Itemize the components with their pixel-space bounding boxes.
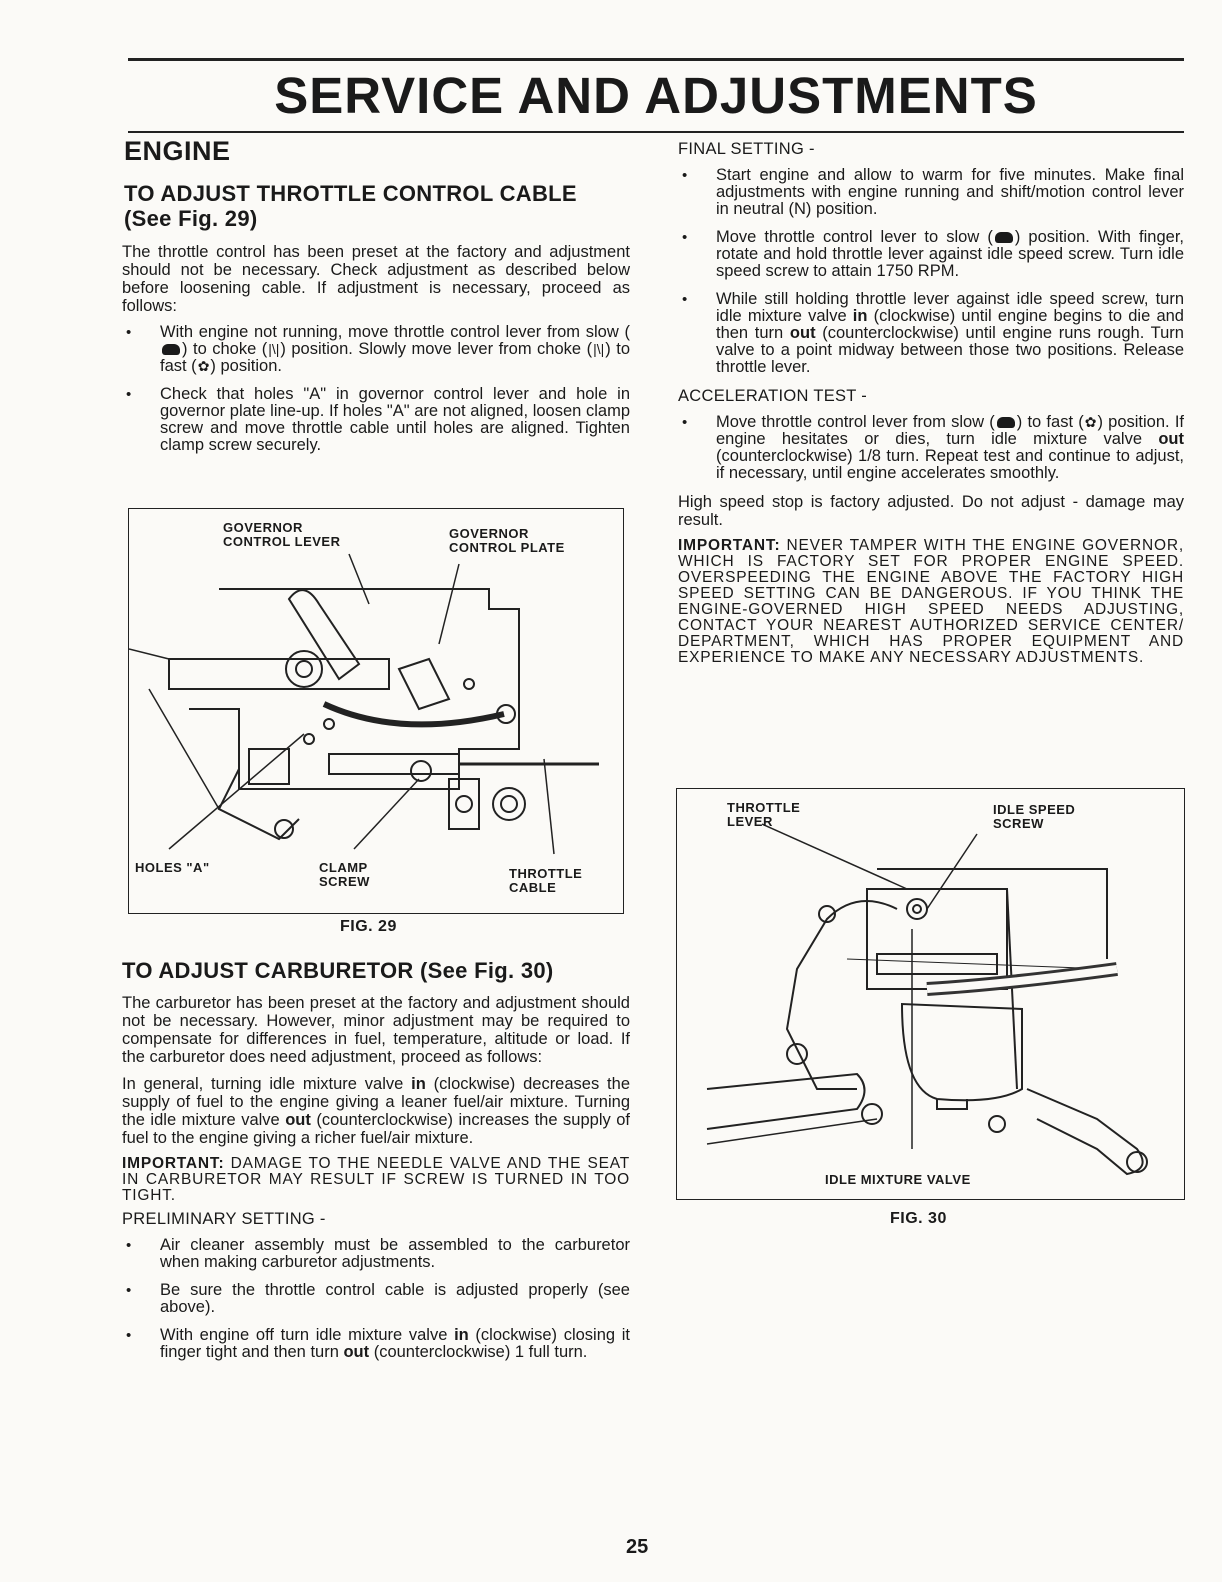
figure-30-illustration xyxy=(677,789,1184,1199)
choke-icon: |\| xyxy=(593,341,605,357)
text-run: ) to fast ( xyxy=(160,340,630,375)
top-rule xyxy=(128,58,1184,61)
emphasis-out: out xyxy=(343,1343,370,1361)
text-run: ) position. If engine hesitates or dies, turn idle mixture valve xyxy=(716,413,1184,448)
label-governor-control-lever: GOVERNOR CONTROL LEVER xyxy=(223,520,341,549)
throttle-steps xyxy=(122,324,630,454)
slow-turtle-icon xyxy=(995,232,1013,243)
figure-29-illustration xyxy=(129,509,623,913)
section-heading-engine: ENGINE xyxy=(124,136,231,166)
text-run: In general, turning idle mixture valve xyxy=(122,1075,412,1093)
text-run: (counterclockwise) 1/8 turn. Repeat test and continue to adjust, if necessary, until engine accelerates smoothly. xyxy=(716,447,1184,482)
text-run: ) position. Slowly move lever from choke ( xyxy=(280,340,593,358)
label-clamp-screw: CLAMP SCREW xyxy=(319,860,370,889)
slow-turtle-icon xyxy=(162,344,180,355)
governor-important-note xyxy=(678,538,1184,666)
emphasis-in: in xyxy=(852,307,868,325)
fast-rabbit-icon: ✿ xyxy=(197,358,210,374)
important-label: IMPORTANT: xyxy=(678,537,781,554)
acceleration-test-label: ACCELERATION TEST - xyxy=(678,387,868,405)
carburetor-important-note xyxy=(122,1156,630,1204)
high-speed-note: High speed stop is factory adjusted. Do not adjust - damage may result. xyxy=(678,493,1184,529)
text-run: Move throttle control lever from slow ( xyxy=(716,413,995,431)
emphasis-in: in xyxy=(411,1075,426,1093)
carburetor-section xyxy=(122,958,630,1372)
label-idle-mixture-valve: IDLE MIXTURE VALVE xyxy=(825,1172,971,1187)
mixture-explanation xyxy=(122,1075,630,1147)
throttle-step-2: • Check that holes "A" in governor control lever and hole in governor plate line-up. If holes "A" are not aligned, loosen clamp screw and move throttle cable until holes are aligned. Tighten clamp screw securely. xyxy=(122,386,630,454)
figure-30-box xyxy=(676,788,1185,1200)
fast-rabbit-icon: ✿ xyxy=(1084,414,1097,430)
label-governor-control-plate: GOVERNOR CONTROL PLATE xyxy=(449,526,565,555)
preliminary-setting-label: PRELIMINARY SETTING - xyxy=(122,1210,326,1228)
label-throttle-cable: THROTTLE CABLE xyxy=(509,866,583,895)
final-step-3 xyxy=(678,291,1184,376)
text-run: Move throttle control lever to slow ( xyxy=(716,228,993,246)
page-title: SERVICE AND ADJUSTMENTS xyxy=(274,67,1038,124)
throttle-intro: The throttle control has been preset at the factory and adjustment should not be necessary. Check adjustment as described below before loosening cable. If adjustment is necessary, proceed as follows: xyxy=(122,243,630,315)
page-number: 25 xyxy=(626,1536,649,1558)
preliminary-step-1: • Air cleaner assembly must be assembled to the carburetor when making carburetor adjustments. xyxy=(122,1237,630,1271)
text-run: (counterclockwise) increases the supply of fuel to the engine giving a richer fuel/air mixture. xyxy=(122,1111,630,1147)
text-run: NEVER TAMPER WITH THE ENGINE GOVERNOR, WHICH IS FACTORY SET FOR PROPER ENGINE SPEED. OVERSPEEDING THE ENGINE ABOVE THE FACTORY HIGH SPEED SETTING CAN BE DANGEROUS. IF YOU THINK THE ENGINE-GOVERNED HIGH SPEED NEEDS ADJUSTING, CONTACT YOUR NEAREST AUTHORIZED SERVICE CENTER/ DEPARTMENT, WHICH HAS PROPER EQUIPMENT AND EXPERIENCE TO MAKE ANY NECESSARY ADJUSTMENTS. xyxy=(678,537,1184,666)
carburetor-intro: The carburetor has been preset at the factory and adjustment should not be necessary. However, minor adjustment may be required to compensate for differences in fuel, temperature, altitude or load. If the carburetor does need adjustment, proceed as follows: xyxy=(122,994,630,1066)
important-label: IMPORTANT: xyxy=(122,1155,225,1172)
slow-turtle-icon xyxy=(997,417,1015,428)
throttle-heading-line1: TO ADJUST THROTTLE CONTROL CABLE xyxy=(124,181,577,206)
figure-29-box xyxy=(128,508,624,914)
emphasis-in: in xyxy=(454,1326,469,1344)
text-run: DAMAGE TO THE NEEDLE VALVE AND THE SEAT IN CARBURETOR MAY RESULT IF SCREW IS TURNED IN TOO TIGHT. xyxy=(122,1155,630,1204)
text-run: While still holding throttle lever against idle speed screw, turn idle mixture valve xyxy=(716,290,1184,325)
text-run: (clockwise) closing it finger tight and then turn xyxy=(160,1326,630,1361)
emphasis-out: out xyxy=(789,324,816,342)
label-idle-speed-screw: IDLE SPEED SCREW xyxy=(993,802,1076,831)
text-run: ) to fast ( xyxy=(1016,413,1084,431)
throttle-heading-line2: (See Fig. 29) xyxy=(124,206,258,231)
text-run: (counterclockwise) until engine runs rough. Turn valve to a point midway between those two positions. Release throttle lever. xyxy=(716,324,1184,376)
throttle-step-1 xyxy=(122,324,630,375)
preliminary-steps xyxy=(122,1237,630,1361)
final-step-1: • Start engine and allow to warm for five minutes. Make final adjustments with engine running and shift/motion control lever in neutral (N) position. xyxy=(678,167,1184,218)
text-run: With engine not running, move throttle control lever from slow ( xyxy=(160,323,630,341)
text-run: (clockwise) until engine begins to die and then turn xyxy=(716,307,1184,342)
text-run: ) position. xyxy=(210,357,282,375)
acceleration-steps xyxy=(678,414,1184,482)
acceleration-step-1 xyxy=(678,414,1184,482)
carburetor-heading: TO ADJUST CARBURETOR (See Fig. 30) xyxy=(122,958,554,983)
text-run: (counterclockwise) 1 full turn. xyxy=(369,1343,588,1361)
figure-30-caption: FIG. 30 xyxy=(890,1210,947,1227)
final-step-2 xyxy=(678,229,1184,280)
label-holes-a: HOLES "A" xyxy=(135,860,210,875)
preliminary-step-2: • Be sure the throttle control cable is adjusted properly (see above). xyxy=(122,1282,630,1316)
left-column xyxy=(122,136,630,465)
choke-icon: |\| xyxy=(268,341,280,357)
title-rule xyxy=(128,131,1184,133)
text-run: (clockwise) decreases the supply of fuel to the engine giving a leaner fuel/air mixture. Turning the idle mixture valve xyxy=(122,1075,630,1129)
emphasis-out: out xyxy=(1158,430,1184,448)
label-throttle-lever: THROTTLE LEVER xyxy=(727,800,801,829)
throttle-cable-heading xyxy=(124,181,630,231)
preliminary-step-3 xyxy=(122,1327,630,1361)
right-column xyxy=(678,140,1184,672)
text-run: ) to choke ( xyxy=(182,340,268,358)
final-steps xyxy=(678,167,1184,376)
text-run: ) position. With finger, rotate and hold throttle lever against idle speed screw. Turn idle speed screw to attain 1750 RPM. xyxy=(716,228,1184,280)
emphasis-out: out xyxy=(285,1111,311,1129)
text-run: With engine off turn idle mixture valve xyxy=(160,1326,455,1344)
final-setting-label: FINAL SETTING - xyxy=(678,140,815,158)
figure-29-caption: FIG. 29 xyxy=(340,918,397,935)
